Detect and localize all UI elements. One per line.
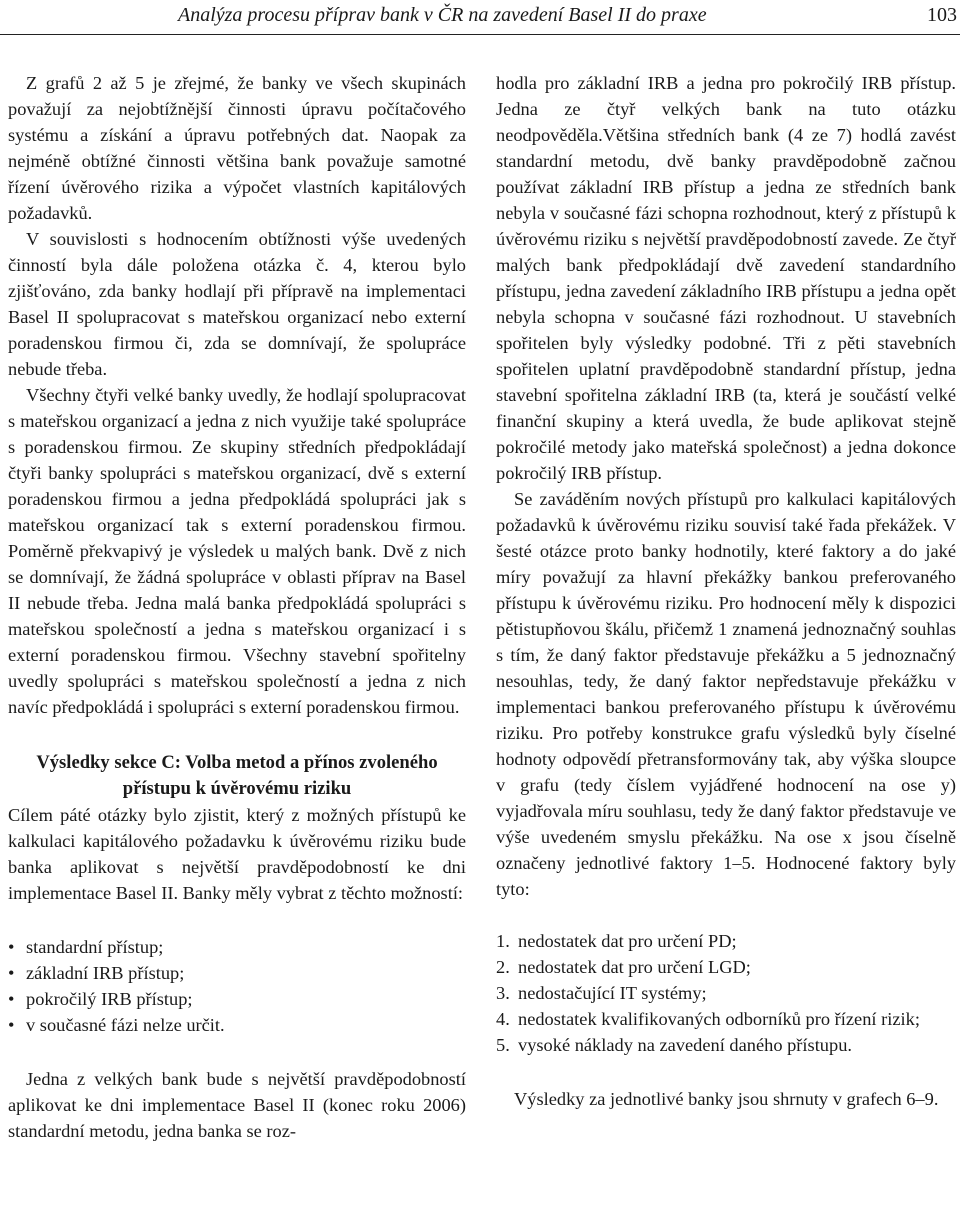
list-item: • standardní přístup;: [8, 934, 466, 960]
list-number: 2.: [496, 957, 510, 977]
options-list: [8, 934, 466, 1038]
list-number: 4.: [496, 1009, 510, 1029]
paragraph: Všechny čtyři velké banky uvedly, že hodlají spolupracovat s mateřskou organizací a jedna z nich využije také spolupráce s poradenskou firmou. Ze skupiny středních předpokládají čtyři banky spolupráci s mateřskou organizací, dvě s externí poradenskou firmou a jedna předpokládá spolupráci jak s mateřskou organizací tak s externí poradenskou firmou. Poměrně překvapivý je výsledek u malých bank. Dvě z nich se domnívají, že žádná spolupráce v oblasti příprav na Basel II nebude třeba. Jedna malá banka předpokládá spolupráci s mateřskou společností a jedna s mateřskou organizací i s externí poradenskou firmou. Všechny stavební spořitelny uvedly spolupráci s mateřskou společností a jedna z nich navíc předpokládá i spolupráci s externí poradenskou firmou.: [8, 385, 466, 717]
paragraph: Z grafů 2 až 5 je zřejmé, že banky ve všech skupinách považují za nejobtížnější činnosti úpravu počítačového systému a získání a úpravu potřebných dat. Naopak za nejméně obtížné činnosti většina bank považuje samotné řízení úvěrového rizika a výpočet vlastních kapitálových požadavků.: [8, 73, 466, 223]
list-item: • pokročilý IRB přístup;: [8, 986, 466, 1012]
spacer: [8, 1038, 466, 1066]
page-number: 103: [927, 4, 957, 26]
list-item: • základní IRB přístup;: [8, 960, 466, 986]
factors-list: [496, 928, 956, 1058]
section-intro: Cílem páté otázky bylo zjistit, který z možných přístupů ke kalkulaci kapitálového požadavku k úvěrovému riziku bude banka aplikovat s největší pravděpodobností ke dni implementace Basel II. Banky měly vybrat z těchto možností:: [8, 805, 466, 903]
list-number: 3.: [496, 983, 510, 1003]
list-text: vysoké náklady na zavedení daného přístupu.: [518, 1035, 852, 1055]
list-text: nedostatek dat pro určení PD;: [518, 931, 737, 951]
paragraph: hodla pro základní IRB a jedna pro pokročilý IRB přístup. Jedna ze čtyř velkých bank na tuto otázku neodpověděla.Většina středních bank (4 ze 7) hodlá zavést standardní metodu, dvě banky pravděpodobně začnou používat základní IRB přístup a jedna ze středních bank nebyla v současné fázi schopna rozhodnout, který z přístupů k úvěrovému riziku s největší pravděpodobností zavede. Ze čtyř malých bank předpokládají dvě zavedení standardního přístupu, jedna zavedení základního IRB přístupu a jedna opět nebyla schopna v současné fázi rozhodnout. U stavebních spořitelen byly výsledky podobné. Tři z pěti stavebních spořitelen uplatní pravděpodobně standardní přístup, jedna stavební spořitelna základní IRB (ta, která je součástí velké finanční skupiny a která uvedla, že bude aplikovat stejně pokročilé metody jako mateřská společnost) a jedna dokonce pokročilý IRB přístup.: [496, 73, 956, 483]
paragraph: Jedna z velkých bank bude s největší pravděpodobností aplikovat ke dni implementace Basel II (konec roku 2006) standardní metodu, jedna banka se roz-: [8, 1069, 466, 1141]
list-number: 1.: [496, 931, 510, 951]
left-column: [8, 70, 466, 1144]
list-item: [496, 954, 956, 980]
list-item: • v současné fázi nelze určit.: [8, 1012, 466, 1038]
list-item: [496, 1032, 956, 1058]
list-item: [496, 1006, 956, 1032]
paragraph: Se zaváděním nových přístupů pro kalkulaci kapitálových požadavků k úvěrovému riziku souvisí také řada překážek. V šesté otázce proto banky hodnotily, které faktory a do jaké míry považují za hlavní překážky bankou preferovaného přístupu k úvěrovému riziku. Pro hodnocení měly k dispozici pětistupňovou škálu, přičemž 1 znamená jednoznačný souhlas s tím, že daný faktor představuje překážku a 5 jednoznačný nesouhlas, tedy, že daný faktor nepředstavuje překážku v implementaci bankou preferovaného přístupu k úvěrovému riziku. Pro potřeby konstrukce grafu výsledků byly číselné hodnoty odpovědí přetransformovány tak, aby výška sloupce v grafu (tedy číslem vyjádřené hodnocení na ose y) vyjadřovala míru souhlasu, tedy že daný faktor představuje ve výše uvedeném smyslu překážku. Na ose x jsou číselně označeny jednotlivé faktory 1–5. Hodnocené faktory byly tyto:: [496, 489, 956, 899]
running-header: [0, 0, 960, 35]
paragraph: V souvislosti s hodnocením obtížnosti výše uvedených činností byla dále položena otázka č. 4, kterou bylo zjišťováno, zda banky hodlají při přípravě na implementaci Basel II spolupracovat s mateřskou organizací nebo externí poradenskou firmou či, zda se domnívají, že spolupráce nebude třeba.: [8, 229, 466, 379]
list-text: nedostatek dat pro určení LGD;: [518, 957, 751, 977]
section-heading: Výsledky sekce C: Volba metod a přínos zvoleného přístupu k úvěrovému riziku: [36, 752, 438, 799]
list-text: nedostatek kvalifikovaných odborníků pro řízení rizik;: [518, 1009, 920, 1029]
list-text: nedostačující IT systémy;: [518, 983, 707, 1003]
spacer: [496, 1058, 956, 1086]
running-title: Analýza procesu příprav bank v ČR na zavedení Basel II do praxe: [178, 4, 707, 26]
list-number: 5.: [496, 1035, 510, 1055]
list-item: [496, 980, 956, 1006]
paragraph: Výsledky za jednotlivé banky jsou shrnuty v grafech 6–9.: [514, 1089, 939, 1109]
right-column: [496, 70, 956, 1112]
list-item: [496, 928, 956, 954]
